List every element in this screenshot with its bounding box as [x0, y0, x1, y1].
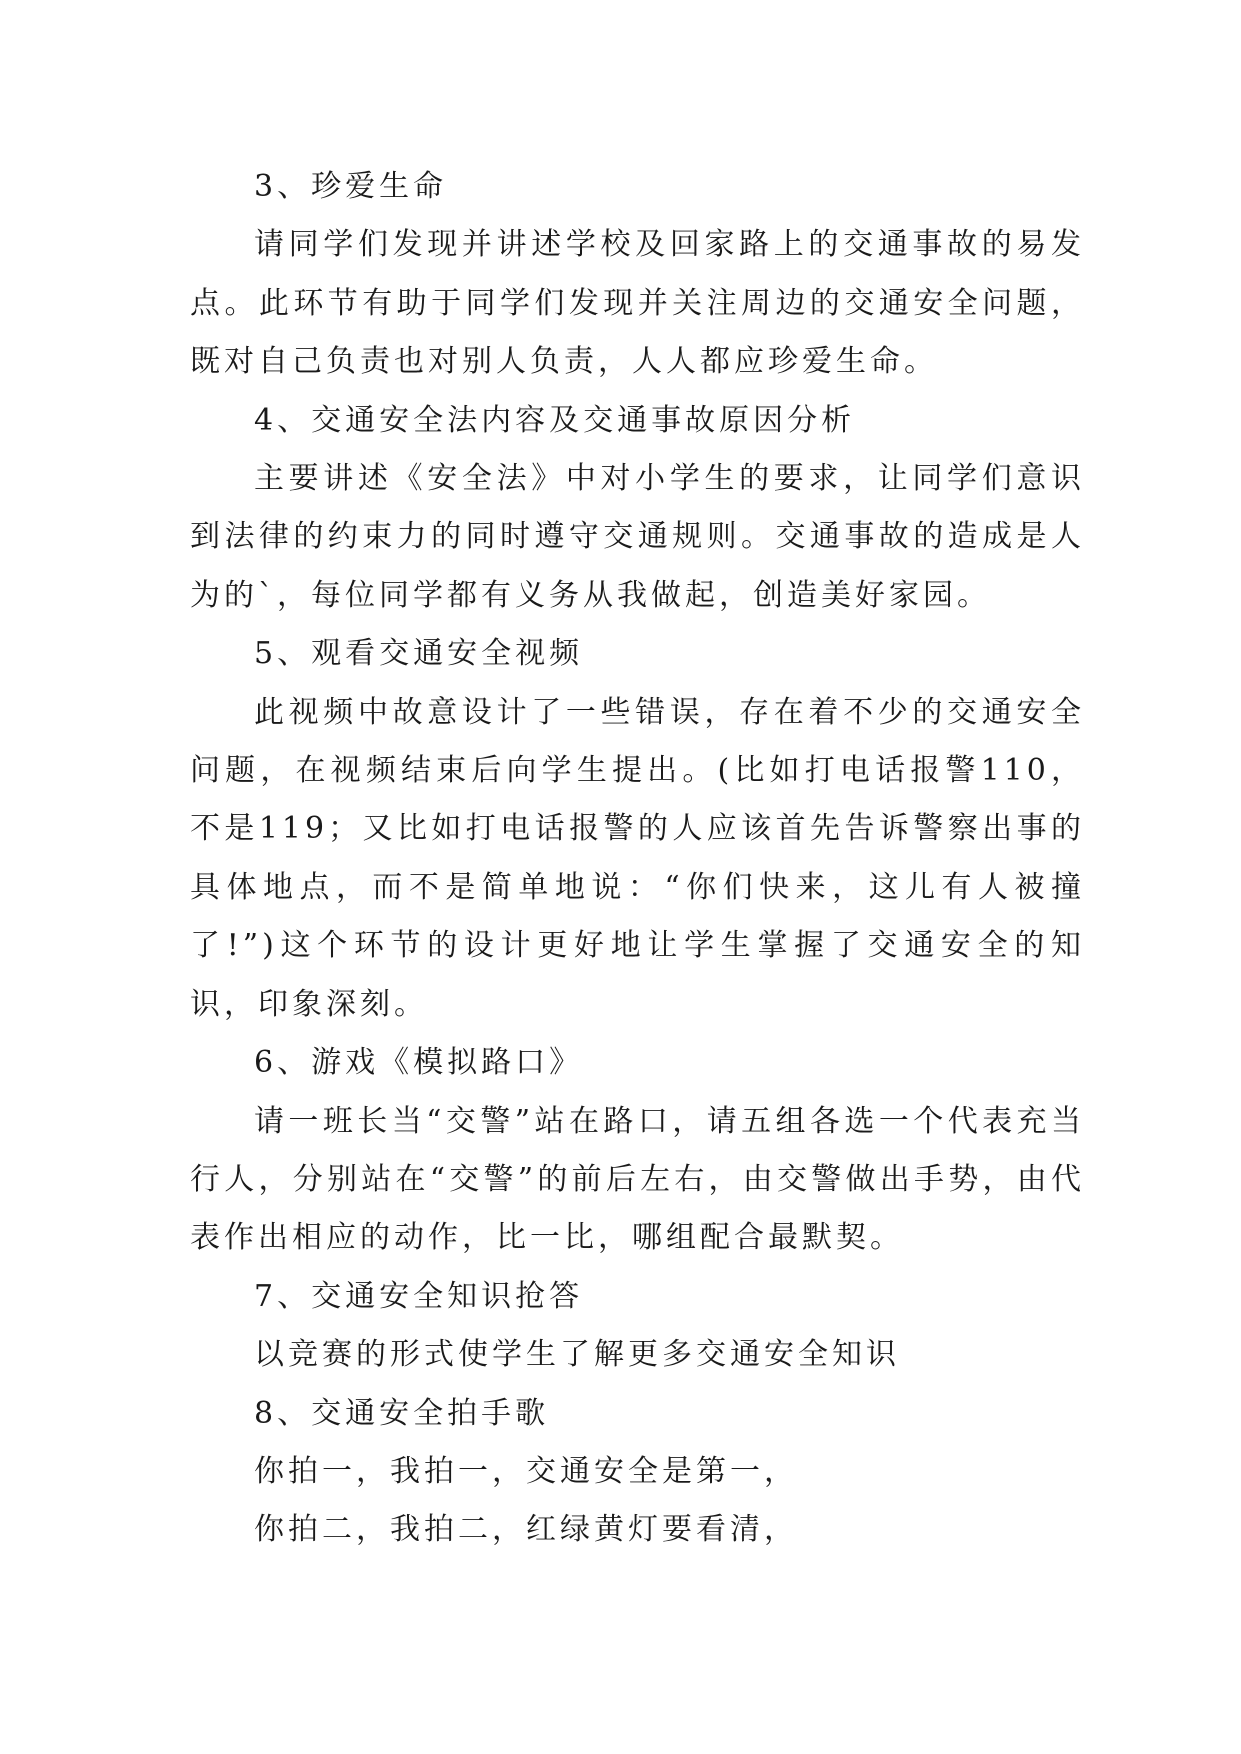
- section-heading-3: 3、珍爱生命: [254, 169, 448, 204]
- song-line-2: 你拍二，我拍二，红绿黄灯要看清，: [254, 1512, 798, 1548]
- song-line-1: 你拍一，我拍一，交通安全是第一，: [254, 1453, 798, 1489]
- document-body: [190, 158, 1085, 1560]
- paragraph-7: 以竞赛的形式使学生了解更多交通安全知识: [254, 1337, 900, 1373]
- paragraph-3: 请同学们发现并讲述学校及回家路上的交通事故的易发点。此环节有助于同学们发现并关注周边的交通安全问题，既对自己负责也对别人负责，人人都应珍爱生命。: [190, 227, 1085, 380]
- paragraph-6: 请一班长当“交警”站在路口，请五组各选一个代表充当行人，分别站在“交警”的前后左右，由交警做出手势，由代表作出相应的动作，比一比，哪组配合最默契。: [190, 1103, 1085, 1256]
- paragraph-5: 此视频中故意设计了一些错误，存在着不少的交通安全问题，在视频结束后向学生提出。(比如打电话报警110，不是119；又比如打电话报警的人应该首先告诉警察出事的具体地点，而不是简单地说：“你们快来，这儿有人被撞了!”)这个环节的设计更好地让学生掌握了交通安全的知识，印象深刻。: [190, 694, 1085, 1022]
- paragraph-4: 主要讲述《安全法》中对小学生的要求，让同学们意识到法律的约束力的同时遵守交通规则。交通事故的造成是人为的`，每位同学都有义务从我做起，创造美好家园。: [190, 461, 1085, 613]
- section-heading-5: 5、观看交通安全视频: [254, 636, 584, 672]
- section-heading-7: 7、交通安全知识抢答: [254, 1278, 584, 1314]
- section-heading-8: 8、交通安全拍手歌: [254, 1395, 550, 1431]
- section-heading-4: 4、交通安全法内容及交通事故原因分析: [254, 402, 856, 438]
- section-heading-6: 6、游戏《模拟路口》: [254, 1045, 584, 1081]
